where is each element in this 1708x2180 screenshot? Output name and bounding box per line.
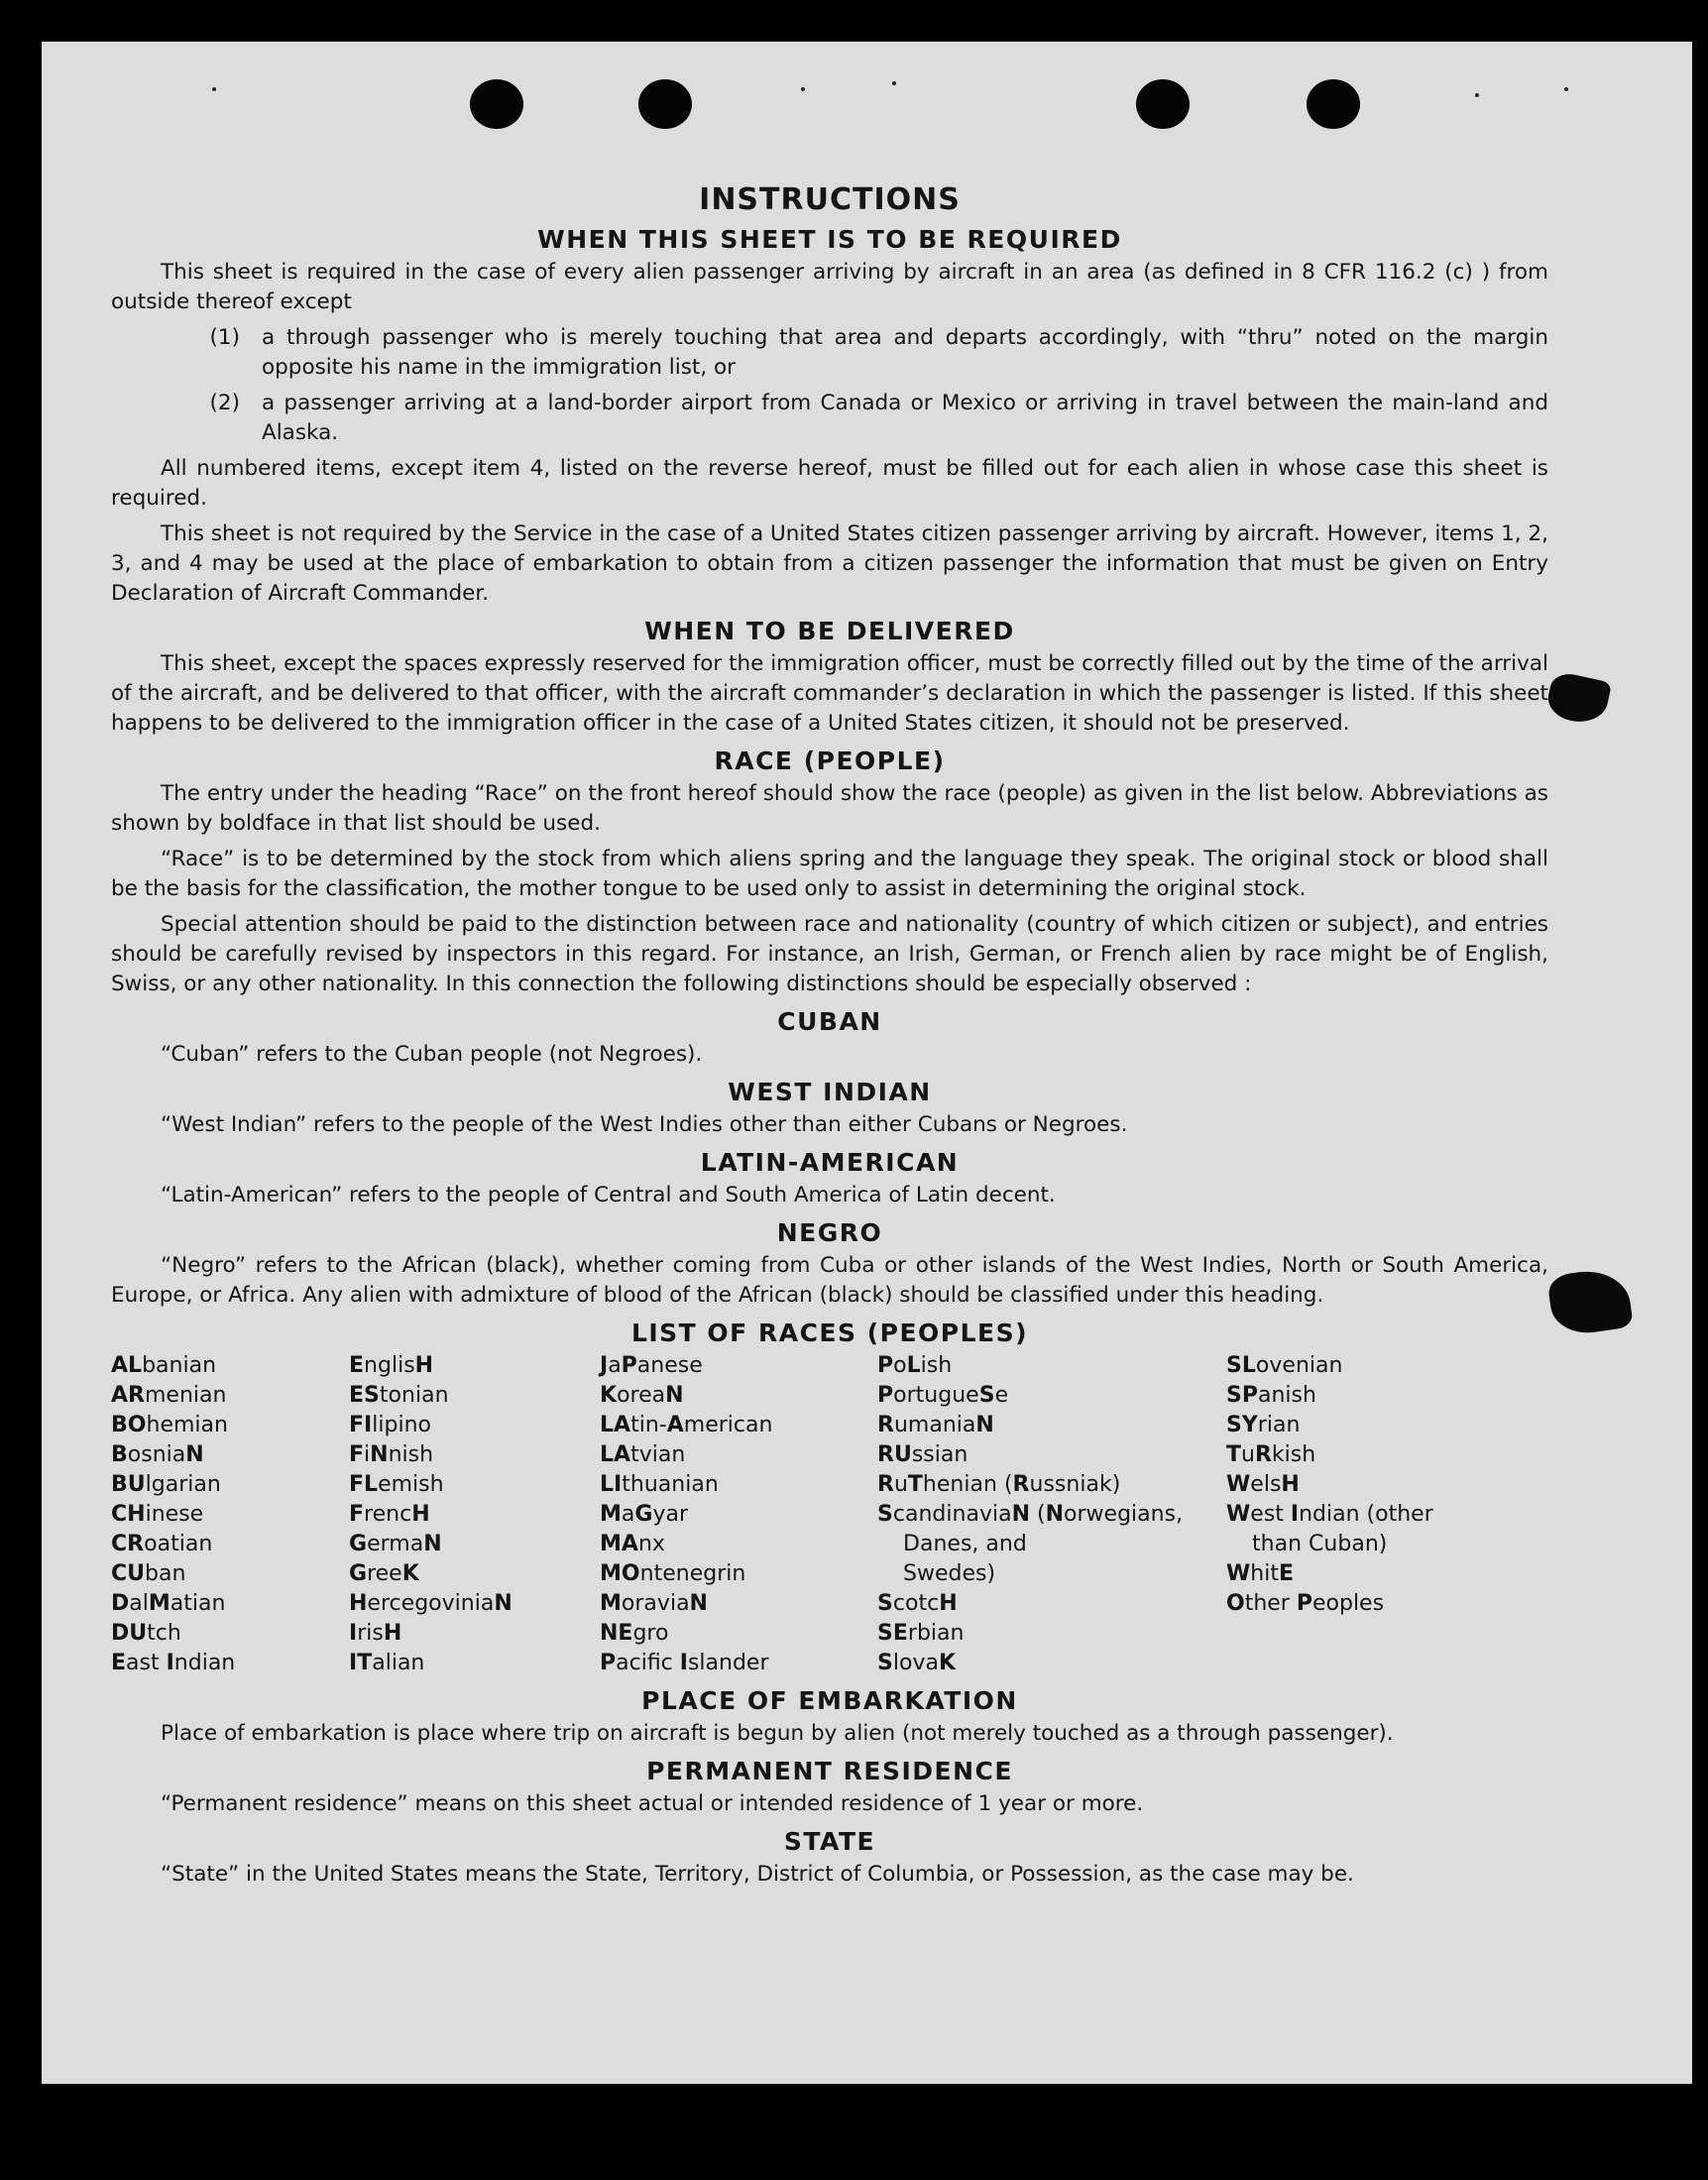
race-entry: GreeK — [349, 1561, 419, 1586]
race-entry: LIthuanian — [600, 1472, 719, 1497]
latin-american-text: “Latin-American” refers to the people of Central and South America of Latin decent. — [161, 1183, 1056, 1207]
race-entry: DUtch — [111, 1621, 181, 1646]
race-entry: FIlipino — [349, 1413, 431, 1437]
race-entry: Other Peoples — [1226, 1591, 1385, 1616]
race-list-heading: LIST OF RACES (PEOPLES) — [630, 1319, 1029, 1347]
race-heading: RACE (PEOPLE) — [714, 746, 946, 775]
race-entry: ScandinaviaN (Norwegians, — [877, 1502, 1184, 1527]
race-entry: BUlgarian — [111, 1472, 221, 1497]
race-entry: RumaniaN — [877, 1413, 994, 1437]
cuban-heading: CUBAN — [777, 1007, 882, 1036]
race-entry: than Cuban) — [1252, 1532, 1388, 1556]
race-para-1: The entry under the heading “Race” on the front hereof should show the race (people) as given in the list below. Abbreviations as shown by boldface in that list should be used. — [111, 781, 1548, 836]
race-entry: IrisH — [349, 1621, 402, 1646]
race-entry: WelsH — [1226, 1472, 1300, 1497]
race-entry: CUban — [111, 1561, 186, 1586]
west-indian-heading: WEST INDIAN — [728, 1078, 932, 1106]
race-entry: KoreaN — [600, 1383, 684, 1408]
delivered-text: This sheet, except the spaces expressly reserved for the immigration officer, must be correctly filled out by the time of the arrival of the aircraft, and be delivered to that officer, with the aircraft commander’s declaration in which the passenger is listed. If this sheet happens to be delivered to the immigration officer in the case of a United States citizen, it should not be preserved. — [111, 651, 1548, 736]
race-column-3 — [600, 1351, 877, 1678]
race-entry: BosniaN — [111, 1442, 204, 1467]
race-entry: SLovenian — [1226, 1353, 1343, 1378]
required-para-3: This sheet is not required by the Service in the case of a United States citizen passenger arriving by aircraft. However, items 1, 2, 3, and 4 may be used at the place of embarkation to obtain from a citizen passenger the information that must be given on Entry Declaration of Aircraft Commander. — [111, 521, 1548, 606]
ink-blot — [1546, 1266, 1634, 1338]
race-entry: PoLish — [877, 1353, 953, 1378]
race-entry: East Indian — [111, 1651, 236, 1675]
item-text: a passenger arriving at a land-border airport from Canada or Mexico or arriving in travel between the main-land and Alaska. — [262, 391, 1548, 445]
race-entry: TuRkish — [1226, 1442, 1316, 1467]
race-entry: Pacific Islander — [600, 1651, 769, 1675]
race-entry: JaPanese — [600, 1353, 703, 1378]
west-indian-text: “West Indian” refers to the people of the West Indies other than either Cubans or Negroes. — [161, 1112, 1128, 1137]
race-entry: ARmenian — [111, 1383, 227, 1408]
item-text: a through passenger who is merely touching that area and departs accordingly, with “thru” noted on the margin opposite his name in the immigration list, or — [262, 325, 1548, 380]
race-entry: HercegoviniaN — [349, 1591, 512, 1616]
race-entry: WhitE — [1226, 1561, 1295, 1586]
race-entry: SPanish — [1226, 1383, 1316, 1408]
race-entry: FiNnish — [349, 1442, 434, 1467]
race-column-4 — [877, 1351, 1226, 1678]
required-intro: This sheet is required in the case of every alien passenger arriving by aircraft in an area (as defined in 8 CFR 116.2 (c) ) from outside thereof except — [111, 260, 1548, 314]
punch-hole — [1307, 79, 1360, 129]
race-entry: CRoatian — [111, 1532, 213, 1556]
required-heading: WHEN THIS SHEET IS TO BE REQUIRED — [537, 225, 1122, 254]
cuban-text: “Cuban” refers to the Cuban people (not Negroes). — [161, 1042, 703, 1067]
exception-item-1 — [111, 323, 1548, 383]
latin-american-heading: LATIN-AMERICAN — [700, 1148, 960, 1177]
negro-heading: NEGRO — [776, 1218, 883, 1247]
state-text: “State” in the United States means the State, Territory, District of Columbia, or Possession, as the case may be. — [161, 1862, 1354, 1887]
punch-hole — [638, 79, 692, 129]
race-entry: ScotcH — [877, 1591, 958, 1616]
race-entry: LAtvian — [600, 1442, 686, 1467]
ink-blot — [1544, 670, 1612, 727]
race-entry: RuThenian (Russniak) — [877, 1472, 1121, 1497]
race-entry: BOhemian — [111, 1413, 228, 1437]
race-para-3: Special attention should be paid to the distinction between race and nationality (country of which citizen or subject), and entries should be carefully revised by inspectors in this regard. For instance, an Irish, German, or French alien by race might be of English, Swiss, or any other nationality. In this connection the following distinctions should be especially observed : — [111, 912, 1548, 996]
race-entry: MAnx — [600, 1532, 665, 1556]
race-entry: ALbanian — [111, 1353, 217, 1378]
instructions-content — [111, 139, 1548, 1895]
race-entry: West Indian (other — [1226, 1502, 1433, 1527]
embarkation-heading: PLACE OF EMBARKATION — [641, 1686, 1018, 1715]
race-entry: DalMatian — [111, 1591, 226, 1616]
race-para-2: “Race” is to be determined by the stock from which aliens spring and the language they speak. The original stock or blood shall be the basis for the classification, the mother tongue to be used only to assist in determining the original stock. — [111, 847, 1548, 901]
race-entry: MoraviaN — [600, 1591, 708, 1616]
page-title: INSTRUCTIONS — [699, 182, 961, 217]
race-entry: EStonian — [349, 1383, 449, 1408]
race-entry: Swedes) — [903, 1561, 996, 1586]
race-entry: GermaN — [349, 1532, 442, 1556]
race-entry: MaGyar — [600, 1502, 689, 1527]
race-entry: RUssian — [877, 1442, 968, 1467]
race-entry: SErbian — [877, 1621, 965, 1646]
race-entry: MOntenegrin — [600, 1561, 746, 1586]
item-number: (1) — [209, 325, 240, 350]
race-list — [111, 1351, 1548, 1678]
item-number: (2) — [209, 391, 240, 415]
exception-item-2 — [111, 389, 1548, 448]
residence-heading: PERMANENT RESIDENCE — [646, 1757, 1013, 1785]
race-entry: SlovaK — [877, 1651, 957, 1675]
race-entry: ITalian — [349, 1651, 425, 1675]
delivered-heading: WHEN TO BE DELIVERED — [644, 617, 1015, 645]
race-entry: NEgro — [600, 1621, 669, 1646]
race-column-2 — [349, 1351, 600, 1678]
punch-hole — [1136, 79, 1190, 129]
race-entry: SYrian — [1226, 1413, 1301, 1437]
race-entry: EnglisH — [349, 1353, 434, 1378]
race-entry: PortugueSe — [877, 1383, 1009, 1408]
required-para-2: All numbered items, except item 4, listed on the reverse hereof, must be filled out for each alien in whose case this sheet is required. — [111, 456, 1548, 511]
race-entry: Danes, and — [903, 1532, 1027, 1556]
race-entry: FrencH — [349, 1502, 430, 1527]
state-heading: STATE — [783, 1827, 876, 1856]
race-column-5 — [1226, 1351, 1524, 1678]
punch-hole — [470, 79, 523, 129]
residence-text: “Permanent residence” means on this sheet actual or intended residence of 1 year or more. — [161, 1791, 1144, 1816]
race-entry: FLemish — [349, 1472, 444, 1497]
race-entry: CHinese — [111, 1502, 204, 1527]
race-entry: LAtin-American — [600, 1413, 773, 1437]
race-column-1 — [111, 1351, 349, 1678]
negro-text: “Negro” refers to the African (black), whether coming from Cuba or other islands of the West Indies, North or South America, Europe, or Africa. Any alien with admixture of blood of the African (black) should be classified under this heading. — [111, 1253, 1548, 1308]
embarkation-text: Place of embarkation is place where trip on aircraft is begun by alien (not merely touched as a through passenger). — [161, 1721, 1394, 1746]
